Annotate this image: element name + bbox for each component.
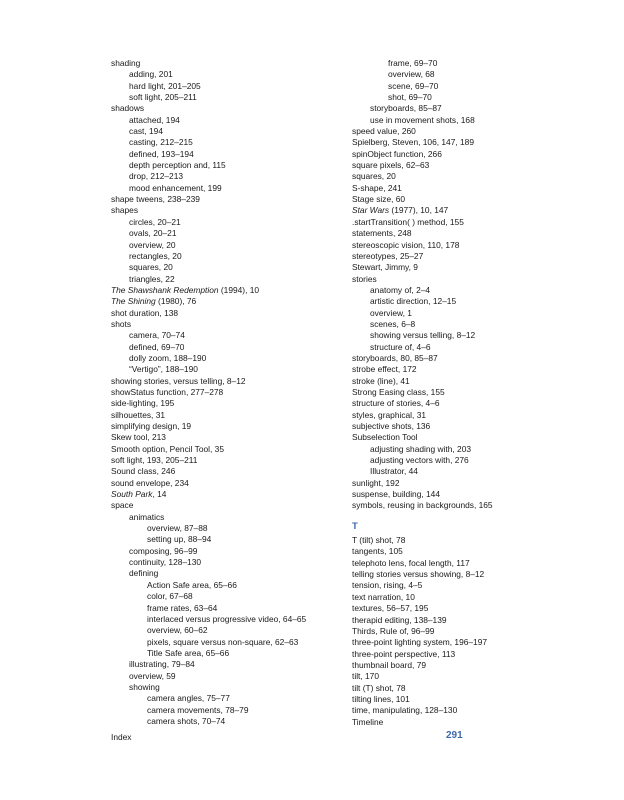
index-entry: shadows — [111, 103, 145, 114]
index-entry: suspense, building, 144 — [352, 489, 441, 500]
index-subentry: overview, 68 — [388, 69, 435, 80]
index-subentry: defining — [129, 568, 159, 579]
index-subentry: overview, 20 — [129, 239, 176, 250]
index-subentry: adjusting vectors with, 276 — [370, 455, 469, 466]
index-entry: silhouettes, 31 — [111, 409, 166, 420]
index-subentry: overview, 60–62 — [147, 625, 208, 636]
index-subentry: anatomy of, 2–4 — [370, 284, 431, 295]
index-entry: square pixels, 62–63 — [352, 160, 430, 171]
index-subentry: “Vertigo”, 188–190 — [129, 364, 198, 375]
index-subentry: illustrating, 79–84 — [129, 659, 195, 670]
index-entry: Spielberg, Steven, 106, 147, 189 — [352, 137, 474, 148]
index-entry: Subselection Tool — [352, 432, 418, 443]
index-entry: simplifying design, 19 — [111, 421, 192, 431]
index-subentry: drop, 212–213 — [129, 171, 184, 182]
index-entry: speed value, 260 — [352, 126, 416, 137]
index-subentry: camera movements, 78–79 — [147, 704, 249, 715]
index-subentry: depth perception and, 115 — [129, 160, 226, 171]
footer-section-label: Index — [111, 732, 132, 742]
index-entry: stereotypes, 25–27 — [352, 250, 424, 261]
index-subentry: color, 67–68 — [147, 591, 193, 602]
index-entry: telling stories versus showing, 8–12 — [352, 569, 485, 580]
index-entry: Stewart, Jimmy, 9 — [352, 262, 418, 273]
index-subentry: rectangles, 20 — [129, 250, 182, 261]
index-subentry: overview, 87–88 — [147, 523, 208, 534]
index-column-right — [352, 58, 552, 728]
index-subentry: frame, 69–70 — [388, 58, 438, 68]
index-subentry: storyboards, 85–87 — [370, 103, 442, 114]
index-subentry: scenes, 6–8 — [370, 318, 416, 329]
index-subentry: frame rates, 63–64 — [147, 602, 218, 613]
index-entry-pages: (1977), 10, 147 — [389, 205, 449, 216]
index-subentry: cast, 194 — [129, 126, 163, 137]
index-subentry: adding, 201 — [129, 69, 173, 80]
index-entry-title: The Shining — [111, 296, 156, 307]
index-subentry: ovals, 20–21 — [129, 228, 177, 239]
index-entry-pages: , 14 — [152, 489, 167, 500]
index-entry-pages: (1994), 10 — [218, 284, 260, 295]
index-entry: therapid editing, 138–139 — [352, 614, 447, 625]
index-subentry: overview, 59 — [129, 670, 176, 681]
index-subentry: mood enhancement, 199 — [129, 182, 222, 193]
index-entry: Skew tool, 213 — [111, 432, 166, 443]
index-entry: telephoto lens, focal length, 117 — [352, 557, 470, 568]
index-subentry: dolly zoom, 188–190 — [129, 352, 207, 363]
index-subentry: use in movement shots, 168 — [370, 114, 475, 125]
index-entry-title: The Shawshank Redemption — [111, 284, 219, 295]
index-subentry: casting, 212–215 — [129, 137, 193, 148]
index-entry — [111, 489, 341, 500]
index-entry: T (tilt) shot, 78 — [352, 535, 406, 546]
index-entry: three-point perspective, 113 — [352, 648, 456, 659]
index-entry: structure of stories, 4–6 — [352, 398, 440, 409]
index-entry: time, manipulating, 128–130 — [352, 705, 458, 716]
index-subentry: triangles, 22 — [129, 273, 175, 284]
index-entry: stories — [352, 273, 377, 284]
index-subentry: scene, 69–70 — [388, 80, 439, 91]
index-entry: spinObject function, 266 — [352, 148, 442, 159]
index-subentry: Illustrator, 44 — [370, 466, 418, 477]
index-subentry: animatics — [129, 511, 165, 522]
index-subentry: adjusting shading with, 203 — [370, 443, 472, 454]
index-subentry: composing, 96–99 — [129, 545, 198, 556]
index-entry: Stage size, 60 — [352, 194, 406, 205]
index-entry: Sound class, 246 — [111, 466, 176, 477]
index-letter-heading: T — [352, 520, 358, 532]
index-entry: showing stories, versus telling, 8–12 — [111, 375, 246, 386]
index-entry: text narration, 10 — [352, 591, 415, 602]
index-subentry: defined, 193–194 — [129, 148, 194, 159]
index-subentry: camera, 70–74 — [129, 330, 185, 341]
index-subentry: showing versus telling, 8–12 — [370, 330, 476, 341]
index-entry: shape tweens, 238–239 — [111, 194, 200, 205]
index-entry: shots — [111, 318, 132, 329]
index-entry: squares, 20 — [352, 171, 396, 182]
index-column-left — [111, 58, 341, 727]
index-entry: stereoscopic vision, 110, 178 — [352, 239, 460, 250]
index-entry: shot duration, 138 — [111, 307, 179, 318]
index-entry: tilt, 170 — [352, 671, 380, 682]
index-subentry: defined, 69–70 — [129, 341, 185, 352]
index-entry: thumbnail board, 79 — [352, 659, 427, 670]
index-entry: showStatus function, 277–278 — [111, 386, 224, 397]
index-subentry: squares, 20 — [129, 262, 173, 273]
index-entry: sunlight, 192 — [352, 477, 400, 488]
index-entry — [111, 285, 341, 296]
index-entry: subjective shots, 136 — [352, 421, 431, 431]
index-entry: stroke (line), 41 — [352, 375, 410, 386]
index-entry: .startTransition( ) method, 155 — [352, 216, 464, 227]
index-entry: shapes — [111, 205, 139, 216]
index-entry: statements, 248 — [352, 228, 412, 239]
index-entry: Timeline — [352, 716, 384, 727]
index-entry — [111, 296, 341, 307]
index-subentry: structure of, 4–6 — [370, 341, 431, 352]
index-entry: sound envelope, 234 — [111, 477, 189, 488]
index-subentry: camera angles, 75–77 — [147, 693, 230, 704]
index-subentry: soft light, 205–211 — [129, 92, 197, 103]
index-entry: tangents, 105 — [352, 546, 403, 557]
index-entry-pages: (1980), 76 — [155, 296, 197, 307]
index-entry: space — [111, 500, 134, 511]
index-entry: styles, graphical, 31 — [352, 409, 427, 420]
index-entry: tilt (T) shot, 78 — [352, 682, 406, 693]
index-subentry: showing — [129, 681, 160, 692]
index-entry: Smooth option, Pencil Tool, 35 — [111, 443, 224, 454]
index-entry: symbols, reusing in backgrounds, 165 — [352, 500, 493, 511]
index-entry: tension, rising, 4–5 — [352, 580, 423, 591]
index-entry-title: Star Wars — [352, 205, 390, 216]
index-subentry: Title Safe area, 65–66 — [147, 647, 230, 658]
index-subentry: camera shots, 70–74 — [147, 715, 226, 726]
index-subentry: interlaced versus progressive video, 64–65 — [147, 613, 307, 624]
index-entry-title: South Park — [111, 489, 153, 500]
index-entry: side-lighting, 195 — [111, 398, 175, 409]
index-subentry: circles, 20–21 — [129, 216, 181, 227]
index-subentry: attached, 194 — [129, 114, 180, 125]
index-subentry: hard light, 201–205 — [129, 80, 201, 91]
index-subentry: overview, 1 — [370, 307, 412, 318]
index-entry: strobe effect, 172 — [352, 364, 417, 375]
index-entry: soft light, 193, 205–211 — [111, 455, 198, 466]
index-entry — [352, 205, 552, 216]
page-number: 291 — [446, 730, 463, 741]
index-entry: three-point lighting system, 196–197 — [352, 637, 488, 648]
index-subentry: Action Safe area, 65–66 — [147, 579, 237, 590]
index-subentry: setting up, 88–94 — [147, 534, 212, 545]
index-entry: Strong Easing class, 155 — [352, 386, 445, 397]
index-entry: textures, 56–57, 195 — [352, 603, 429, 614]
index-subentry: continuity, 128–130 — [129, 557, 202, 568]
index-subentry: pixels, square versus non-square, 62–63 — [147, 636, 299, 647]
index-subentry: artistic direction, 12–15 — [370, 296, 457, 307]
index-entry: S-shape, 241 — [352, 182, 402, 193]
index-entry: shading — [111, 58, 141, 68]
index-entry: tilting lines, 101 — [352, 693, 410, 704]
index-subentry: shot, 69–70 — [388, 92, 432, 103]
index-entry: Thirds, Rule of, 96–99 — [352, 625, 435, 636]
index-entry: storyboards, 80, 85–87 — [352, 352, 438, 363]
